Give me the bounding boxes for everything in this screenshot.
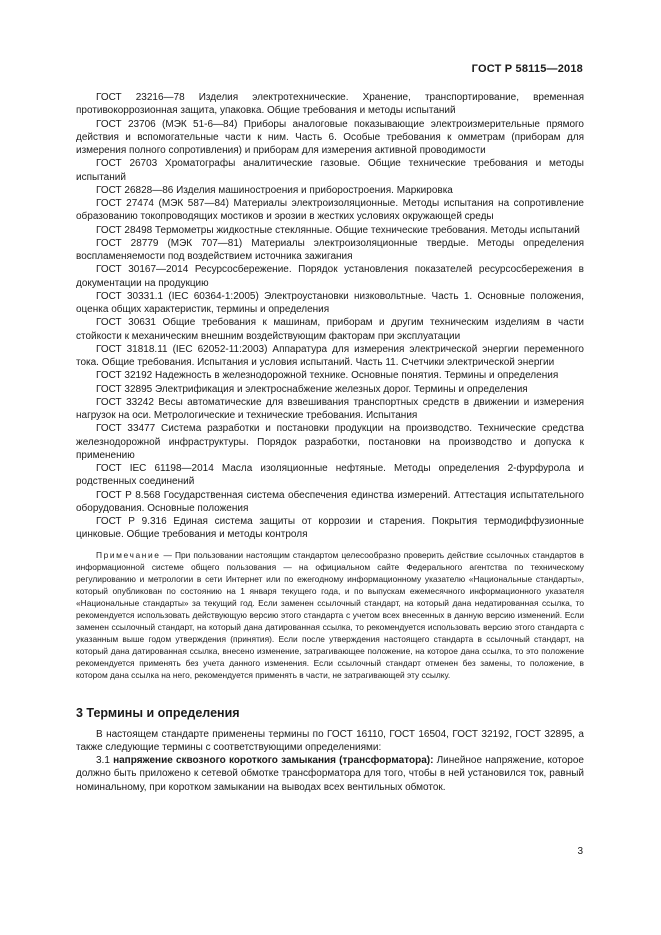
section-intro: В настоящем стандарте применены термины по ГОСТ 16110, ГОСТ 16504, ГОСТ 32192, ГОСТ 32895, а также следующие термины с соответствующими определениями: <box>76 728 584 753</box>
reference-item: ГОСТ Р 9.316 Единая система защиты от коррозии и старения. Покрытия термодиффузионные цинковые. Общие требования и методы контроля <box>76 516 584 541</box>
reference-item: ГОСТ 28498 Термометры жидкостные стеклянные. Общие технические требования. Методы испытаний <box>96 224 580 236</box>
reference-item: ГОСТ 33242 Весы автоматические для взвешивания транспортных средств в движении и измерения нагрузок на оси. Метрологические и технические требования. Испытания <box>76 396 584 421</box>
reference-item: ГОСТ 23706 (МЭК 51-6—84) Приборы аналоговые показывающие электроизмерительные прямого действия и вспомогательные части к ним. Часть 6. Особые требования к омметрам (приборам для измерения полного сопротивления) и приборам для измерения активной проводимости <box>76 118 584 156</box>
page-body <box>76 91 584 794</box>
reference-item: ГОСТ 28779 (МЭК 707—81) Материалы электроизоляционные твердые. Методы определения воспламеняемости под воздействием источника зажигания <box>76 237 584 262</box>
reference-item: ГОСТ 32192 Надежность в железнодорожной технике. Основные понятия. Термины и определения <box>96 370 559 382</box>
note-text: — При пользовании настоящим стандартом целесообразно проверить действие ссылочных стандартов в информационной системе общего пользования — на официальном сайте Федерального агентства по техническому регулированию и метрологии в сети Интернет или по ежегодному информационному указателю «Национальные стандарты», который опубликован по состоянию на 1 января текущего года, и по выпускам ежемесячного информационного указателя «Национальные стандарты» за текущий год. Если заменен ссылочный стандарт, на который дана недатированная ссылка, то рекомендуется использовать действующую версию этого стандарта с учетом всех внесенных в данную версию изменений. Если заменен ссылочный стандарт, на который дана датированная ссылка, то рекомендуется использовать версию этого стандарта с указанным выше годом утверждения (принятия). Если после утверждения настоящего стандарта в ссылочный стандарт, на который дана датированная ссылка, внесено изменение, затрагивающее положение, на которое дана ссылка, то это положение рекомендуется применять без учета данного изменения. Если ссылочный стандарт отменен без замены, то положение, в котором дана ссылка на него, рекомендуется применять в части, не затрагивающей эту ссылку. <box>76 549 585 680</box>
term-definition-text: Линейное напряжение, которое должно быть приложено к сетевой обмотке трансформатора для того, чтобы в ней установился ток, равный номинальному, при коротком замыкании на выводах всех вентильных обмоток. <box>76 755 584 793</box>
term-name: напряжение сквозного короткого замыкания (трансформатора): <box>113 755 434 766</box>
reference-item: ГОСТ IEC 61198—2014 Масла изоляционные нефтяные. Методы определения 2-фурфурола и родственных соединений <box>76 463 584 488</box>
section-heading: 3 Термины и определения <box>76 705 240 720</box>
reference-item: ГОСТ Р 8.568 Государственная система обеспечения единства измерений. Аттестация испытательного оборудования. Основные положения <box>76 489 584 514</box>
note-paragraph <box>76 549 584 681</box>
reference-item: ГОСТ 27474 (МЭК 587—84) Материалы электроизоляционные. Методы испытания на сопротивление образованию токопроводящих мостиков и эрозии в жестких условиях окружающей среды <box>76 198 584 223</box>
reference-item: ГОСТ 23216—78 Изделия электротехнические. Хранение, транспортирование, временная противокоррозионная защита, упаковка. Общие требования и методы испытаний <box>76 92 584 117</box>
reference-item: ГОСТ 30331.1 (IEC 60364-1:2005) Электроустановки низковольтные. Часть 1. Основные положения, оценка общих характеристик, термины и определения <box>76 290 584 315</box>
reference-item: ГОСТ 33477 Система разработки и постановки продукции на производство. Технические средства железнодорожной инфраструктуры. Порядок разработки, постановки на производство и допуска к применению <box>76 423 584 461</box>
reference-item: ГОСТ 26828—86 Изделия машиностроения и приборостроения. Маркировка <box>96 184 453 196</box>
note-label: Примечание <box>96 549 161 560</box>
term-number: 3.1 <box>96 755 110 766</box>
normative-references-list <box>76 91 584 542</box>
document-code-header: ГОСТ Р 58115—2018 <box>471 63 583 75</box>
term-definition <box>76 754 584 794</box>
reference-item: ГОСТ 30631 Общие требования к машинам, приборам и другим техническим изделиям в части стойкости к механическим внешним воздействующим факторам при эксплуатации <box>76 317 584 342</box>
page-number: 3 <box>577 846 583 857</box>
reference-item: ГОСТ 26703 Хроматографы аналитические газовые. Общие технические требования и методы испытаний <box>76 158 584 183</box>
reference-item: ГОСТ 30167—2014 Ресурсосбережение. Порядок установления показателей ресурсосбережения в документации на продукцию <box>76 264 584 289</box>
reference-item: ГОСТ 32895 Электрификация и электроснабжение железных дорог. Термины и определения <box>96 383 528 395</box>
reference-item: ГОСТ 31818.11 (IEC 62052-11:2003) Аппаратура для измерения электрической энергии переменного тока. Общие требования. Испытания и условия испытаний. Часть 11. Счетчики электрической энергии <box>76 343 584 368</box>
